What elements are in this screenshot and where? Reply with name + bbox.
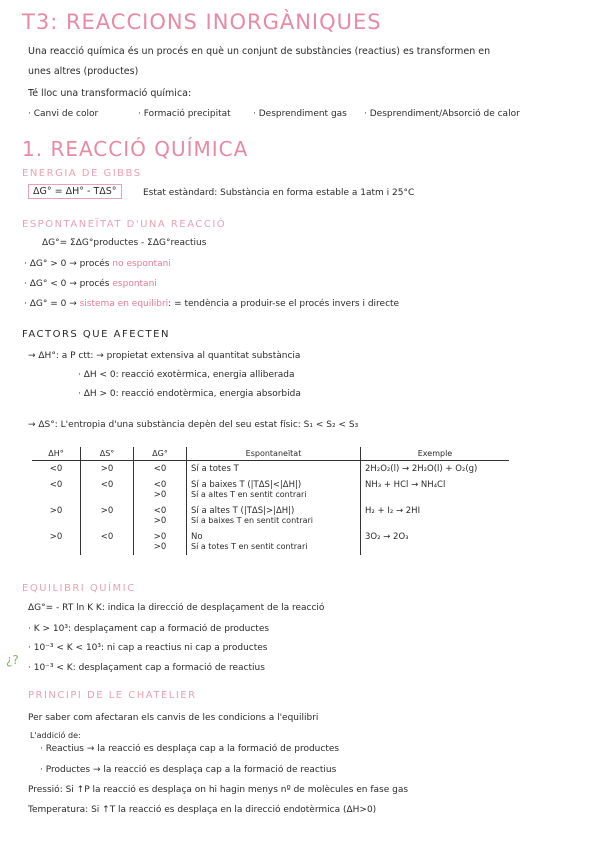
spontaneity-item: · ΔG° < 0 → procés espontani bbox=[24, 279, 157, 289]
le-chatelier-item: · Reactius → la reacció es desplaça cap a la formació de productes bbox=[40, 744, 340, 754]
delta-g-value: <0 bbox=[153, 480, 167, 490]
table-cell bbox=[134, 477, 187, 503]
table-cell: >0 bbox=[81, 503, 134, 529]
spontaneity-item: · ΔG° = 0 → sistema en equilibri: = tendència a produir-se el procés invers i directe bbox=[24, 299, 400, 309]
spontaneity-formula: ΔG°= ΣΔG°productes - ΣΔG°reactius bbox=[42, 238, 207, 248]
spontaneity-text: No bbox=[191, 532, 203, 542]
table-cell: <0 bbox=[81, 477, 134, 503]
spontaneity-table bbox=[32, 447, 509, 555]
table-cell: <0 bbox=[49, 464, 63, 474]
table-cell bbox=[187, 461, 361, 478]
le-chatelier-title: PRINCIPI DE LE CHATELIER bbox=[28, 690, 197, 701]
page-title: T3: REACCIONS INORGÀNIQUES bbox=[22, 10, 382, 34]
spontaneity-text-2: Sí a baixes T en sentit contrari bbox=[191, 516, 313, 525]
factors-enthalpy: → ΔH°: a P ctt: → propietat extensiva al quantitat substància bbox=[28, 351, 301, 361]
delta-g-value: <0 bbox=[153, 506, 167, 516]
table-cell: 2H₂O₂(l) → 2H₂O(l) + O₂(g) bbox=[361, 461, 510, 478]
intro-bullet: · Desprendiment gas bbox=[253, 109, 347, 119]
table-cell bbox=[134, 503, 187, 529]
delta-g-value: >0 bbox=[153, 532, 167, 542]
gibbs-standard: Estat estàndard: Substància en forma estable a 1atm i 25°C bbox=[143, 188, 415, 198]
equilibrium-formula: ΔG°= - RT ln K K: indica la direcció de desplaçament de la reacció bbox=[28, 603, 325, 613]
intro-bullet: · Canvi de color bbox=[28, 109, 99, 119]
table-header: Exemple bbox=[361, 447, 510, 461]
table-row bbox=[32, 477, 509, 503]
factors-title: FACTORS QUE AFECTEN bbox=[22, 329, 170, 340]
spontaneity-text: Sí a baixes T (|TΔS|<|ΔH|) bbox=[191, 480, 302, 490]
table-header: ΔS° bbox=[81, 447, 134, 461]
equilibrium-item: · 10⁻³ < K < 10³: ni cap a reactius ni cap a productes bbox=[28, 643, 268, 653]
intro-line-3: Té lloc una transformació química: bbox=[28, 88, 192, 99]
gibbs-formula: ΔG° = ΔH° - TΔS° bbox=[28, 184, 122, 199]
table-header: ΔH° bbox=[32, 447, 81, 461]
le-chatelier-pressure: Pressió: Si ↑P la reacció es desplaça on hi hagin menys nº de molècules en fase gas bbox=[28, 785, 409, 795]
spontaneity-text: Sí a altes T (|TΔS|>|ΔH|) bbox=[191, 506, 295, 516]
question-mark-note: ¿? bbox=[6, 653, 19, 667]
table-row bbox=[32, 461, 509, 478]
table-cell bbox=[134, 461, 187, 478]
delta-g-value: <0 bbox=[153, 464, 167, 474]
delta-g-value-2: >0 bbox=[153, 490, 167, 500]
table-cell: <0 bbox=[49, 480, 63, 490]
table-row bbox=[32, 529, 509, 555]
delta-g-value-2: >0 bbox=[153, 542, 167, 552]
equilibrium-item: · K > 10³: desplaçament cap a formació de productes bbox=[28, 624, 270, 634]
spontaneity-title: ESPONTANEÏTAT D'UNA REACCIÓ bbox=[22, 219, 227, 230]
spontaneity-item: · ΔG° > 0 → procés no espontani bbox=[24, 259, 171, 269]
table-cell: >0 bbox=[49, 506, 63, 516]
spontaneity-text: Sí a totes T bbox=[191, 464, 239, 474]
le-chatelier-intro: Per saber com afectaran els canvis de les condicions a l'equilibri bbox=[28, 713, 319, 723]
factors-enthalpy-item: · ΔH < 0: reacció exotèrmica, energia alliberada bbox=[78, 370, 295, 380]
table-row bbox=[32, 503, 509, 529]
equilibrium-item: · 10⁻³ < K: desplaçament cap a formació de reactius bbox=[28, 663, 265, 673]
le-chatelier-addition: L'addició de: bbox=[30, 731, 81, 740]
intro-line-1: Una reacció química és un procés en què un conjunt de substàncies (reactius) es transformen en bbox=[28, 46, 491, 57]
spontaneity-text-2: Sí a altes T en sentit contrari bbox=[191, 490, 307, 499]
equilibrium-title: EQUILIBRI QUÍMIC bbox=[22, 583, 136, 594]
table-cell bbox=[187, 477, 361, 503]
table-cell: H₂ + I₂ → 2HI bbox=[361, 503, 510, 529]
delta-g-value-2: >0 bbox=[153, 516, 167, 526]
table-cell: >0 bbox=[49, 532, 63, 542]
table-header: ΔG° bbox=[134, 447, 187, 461]
table-cell bbox=[187, 503, 361, 529]
factors-entropy: → ΔS°: L'entropia d'una substància depèn del seu estat físic: S₁ < S₂ < S₃ bbox=[28, 420, 359, 430]
intro-bullet: · Formació precipitat bbox=[138, 109, 231, 119]
table-cell: 3O₂ → 2O₃ bbox=[361, 529, 510, 555]
table-cell: >0 bbox=[81, 461, 134, 478]
table-header: Espontaneïtat bbox=[187, 447, 361, 461]
section-heading: 1. REACCIÓ QUÍMICA bbox=[22, 137, 249, 161]
intro-bullet: · Desprendiment/Absorció de calor bbox=[364, 109, 520, 119]
le-chatelier-item: · Productes → la reacció es desplaça cap a la formació de reactius bbox=[40, 765, 337, 775]
factors-enthalpy-item: · ΔH > 0: reacció endotèrmica, energia absorbida bbox=[78, 389, 301, 399]
table-cell bbox=[187, 529, 361, 555]
table-cell: <0 bbox=[81, 529, 134, 555]
le-chatelier-temperature: Temperatura: Si ↑T la reacció es desplaça en la direcció endotèrmica (ΔH>0) bbox=[28, 805, 377, 815]
spontaneity-text-2: Sí a totes T en sentit contrari bbox=[191, 542, 308, 551]
intro-line-2: unes altres (productes) bbox=[28, 66, 139, 77]
table-cell bbox=[134, 529, 187, 555]
table-cell: NH₃ + HCl → NH₄Cl bbox=[361, 477, 510, 503]
gibbs-title: ENERGIA DE GIBBS bbox=[22, 168, 142, 179]
